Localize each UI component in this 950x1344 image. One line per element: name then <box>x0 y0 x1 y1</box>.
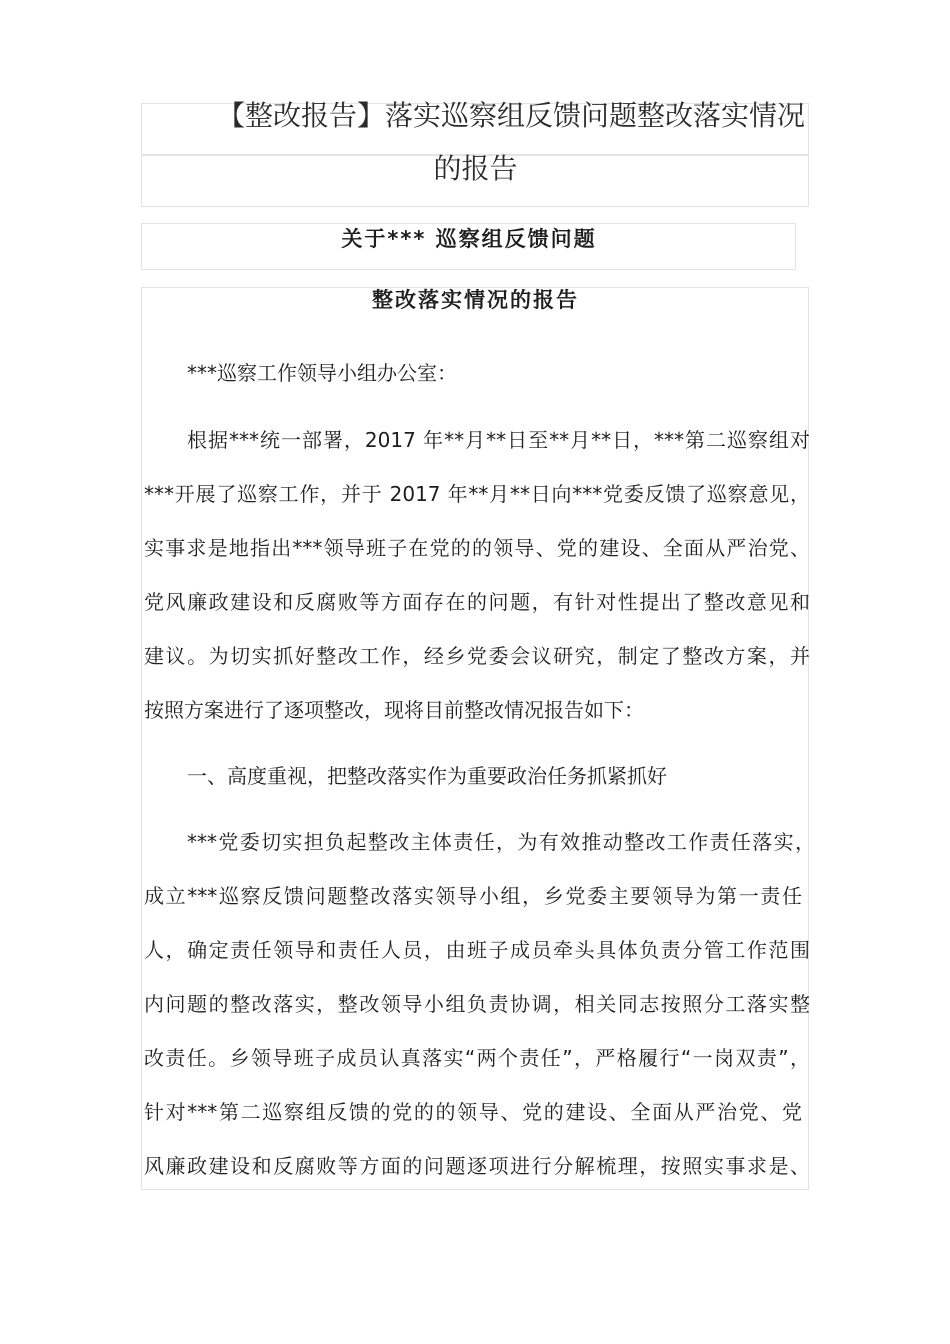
paragraph-2-line-1: ***党委切实担负起整改主体责任，为有效推动整改工作责任落实， <box>187 830 815 854</box>
document-title-line-2: 的报告 <box>433 152 518 185</box>
paragraph-1-line-1: 根据***统一部署，2017 年**月**日至**月**日，***第二巡察组对 <box>187 428 810 452</box>
section-1-heading: 一、高度重视，把整改落实作为重要政治任务抓紧抓好 <box>187 764 667 788</box>
document-subtitle-line-1: 关于*** 巡察组反馈问题 <box>341 227 597 251</box>
paragraph-2-line-3: 人，确定责任领导和责任人员，由班子成员牵头具体负责分管工作范围 <box>144 938 810 962</box>
paragraph-1-line-3: 实事求是地指出***领导班子在党的的领导、党的建设、全面从严治党、 <box>144 536 810 560</box>
document-subtitle-line-2: 整改落实情况的报告 <box>372 288 579 312</box>
paragraph-1-line-4: 党风廉政建设和反腐败等方面存在的问题，有针对性提出了整改意见和 <box>144 590 810 614</box>
salutation: ***巡察工作领导小组办公室： <box>187 361 457 385</box>
paragraph-2-line-4: 内问题的整改落实，整改领导小组负责协调，相关同志按照分工落实整 <box>144 992 810 1016</box>
paragraph-1-line-6: 按照方案进行了逐项整改，现将目前整改情况报告如下： <box>144 698 644 722</box>
paragraph-1-line-2: ***开展了巡察工作，并于 2017 年**月**日向***党委反馈了巡察意见， <box>144 482 810 506</box>
paragraph-2-line-6: 针对***第二巡察组反馈的党的的领导、党的建设、全面从严治党、党 <box>144 1100 802 1124</box>
document-title-line-1: 【整改报告】落实巡察组反馈问题整改落实情况 <box>216 99 805 132</box>
paragraph-2-line-7: 风廉政建设和反腐败等方面的问题逐项进行分解梳理，按照实事求是、 <box>144 1154 810 1178</box>
paragraph-2-line-5: 改责任。乡领导班子成员认真落实“两个责任”，严格履行“一岗双责”， <box>144 1046 810 1070</box>
paragraph-2-line-2: 成立***巡察反馈问题整改落实领导小组，乡党委主要领导为第一责任 <box>144 884 802 908</box>
paragraph-1-line-5: 建议。为切实抓好整改工作，经乡党委会议研究，制定了整改方案，并 <box>144 644 810 668</box>
